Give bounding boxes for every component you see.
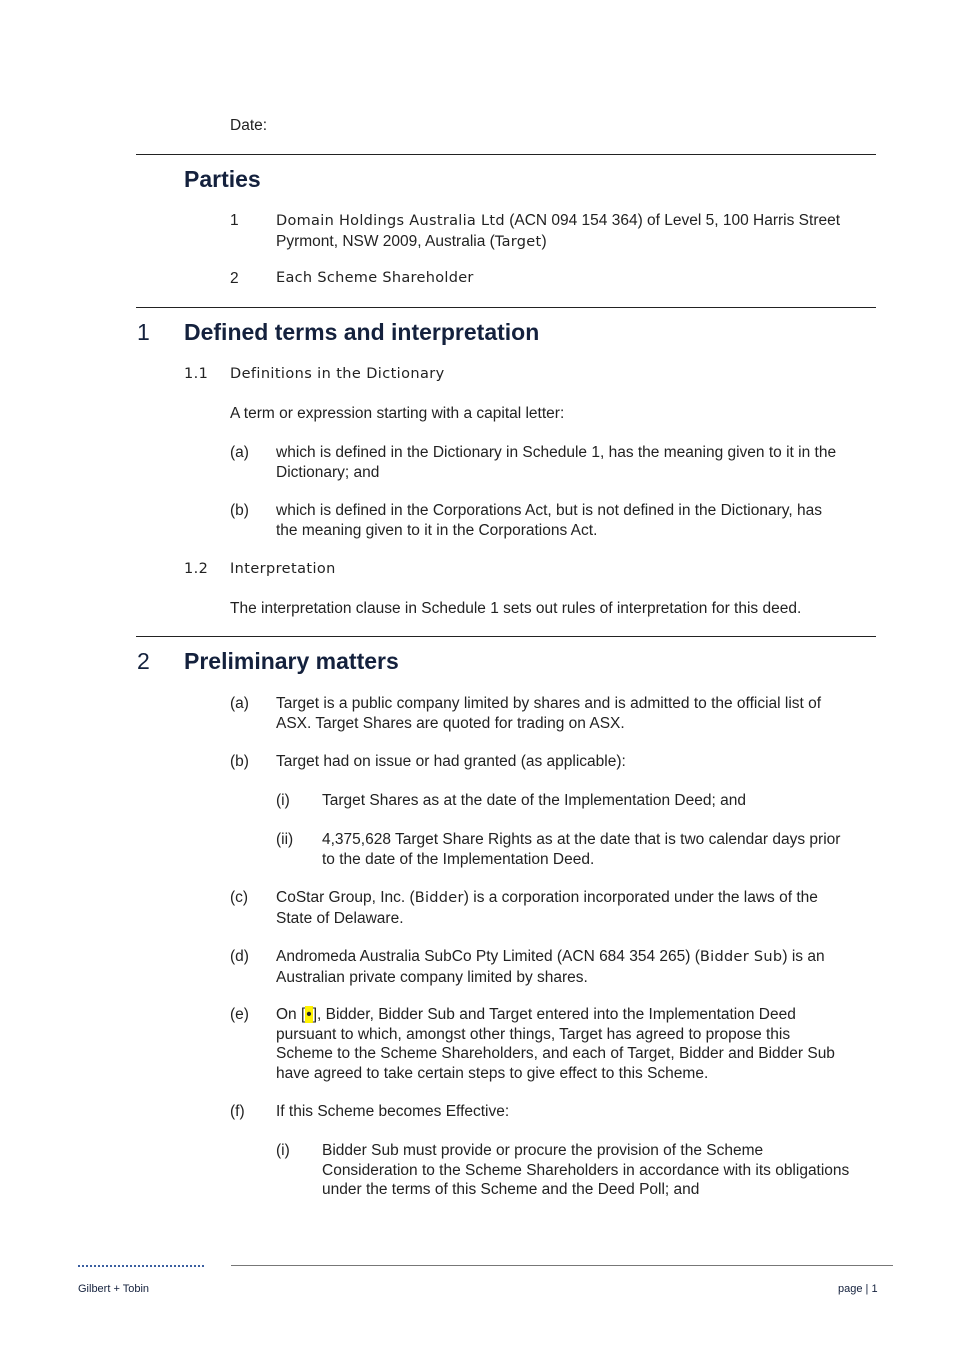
section-divider xyxy=(136,307,876,308)
clause-heading: Definitions in the Dictionary xyxy=(230,366,445,382)
recital-b-i: Target Shares as at the date of the Implementation Deed; and xyxy=(322,792,746,809)
footer-dotted-rule xyxy=(78,1265,204,1267)
item-label: (b) xyxy=(230,753,249,770)
definition-item: which is defined in the Dictionary in Schedule 1, has the meaning given to it in the Dictionary; and xyxy=(276,444,837,481)
item-label: (e) xyxy=(230,1006,249,1023)
defined-term: Bidder xyxy=(414,890,464,906)
footer-firm: Gilbert + Tobin xyxy=(78,1283,150,1295)
item-label: (d) xyxy=(230,948,249,965)
clause-number: 1.1 xyxy=(184,366,209,382)
recital-b-ii: 4,375,628 Target Share Rights as at the date that is two calendar days prior to the date of the Implementation Deed. xyxy=(322,831,841,868)
section-heading: Defined terms and interpretation xyxy=(184,319,540,345)
subitem-label: (i) xyxy=(276,792,290,809)
recital-f-i: Bidder Sub must provide or procure the provision of the Scheme Consideration to the Scheme Shareholders in accordance with its obligations under the terms of this Scheme and the Deed Poll; and xyxy=(322,1142,850,1198)
subitem-label: (i) xyxy=(276,1142,290,1159)
section-number: 2 xyxy=(137,648,150,674)
date-label: Date: xyxy=(230,117,268,134)
parties-heading: Parties xyxy=(184,166,261,192)
section-number: 1 xyxy=(137,319,150,345)
item-label: (a) xyxy=(230,695,249,712)
date-placeholder: • xyxy=(306,1006,312,1023)
defined-term: Bidder Sub xyxy=(699,949,783,965)
recital-e: On [•], Bidder, Bidder Sub and Target entered into the Implementation Deed pursuant to which, amongst other things, Target has agreed to propose this Scheme to the Scheme Shareholders, and each of Target, Bidder and Bidder Sub have agreed to take certain steps to give effect to this Scheme. xyxy=(276,1006,835,1082)
section-divider xyxy=(136,154,876,155)
recital-c: CoStar Group, Inc. (Bidder) is a corporation incorporated under the laws of the State of Delaware. xyxy=(276,889,818,927)
clause-number: 1.2 xyxy=(184,561,209,577)
recital-d: Andromeda Australia SubCo Pty Limited (ACN 684 354 265) (Bidder Sub) is an Australian private company limited by shares. xyxy=(276,948,825,986)
item-label: (b) xyxy=(230,502,249,519)
clause-text: The interpretation clause in Schedule 1 sets out rules of interpretation for this deed. xyxy=(230,600,802,617)
item-label: (f) xyxy=(230,1103,245,1120)
party-number: 2 xyxy=(230,270,239,287)
recital-f: If this Scheme becomes Effective: xyxy=(276,1103,510,1120)
item-label: (c) xyxy=(230,889,249,906)
party-name: Domain Holdings Australia Ltd xyxy=(276,213,505,229)
page-number: page | 1 xyxy=(838,1283,878,1295)
clause-heading: Interpretation xyxy=(230,561,336,577)
clause-intro: A term or expression starting with a capital letter: xyxy=(230,405,565,422)
recital-a: Target is a public company limited by shares and is admitted to the official list of ASX. Target Shares are quoted for trading on ASX. xyxy=(276,695,822,732)
footer-rule xyxy=(231,1265,893,1266)
subitem-label: (ii) xyxy=(276,831,294,848)
definition-item: which is defined in the Corporations Act, but is not defined in the Dictionary, has the meaning given to it in the Corporations Act. xyxy=(276,502,822,539)
recital-b: Target had on issue or had granted (as applicable): xyxy=(276,753,626,770)
party-2: Each Scheme Shareholder xyxy=(276,270,474,286)
defined-term: Target xyxy=(494,233,542,250)
party-1: Domain Holdings Australia Ltd (ACN 094 154 364) of Level 5, 100 Harris Street Pyrmont, NSW 2009, Australia (Target) xyxy=(276,212,841,250)
section-divider xyxy=(136,636,876,637)
section-heading: Preliminary matters xyxy=(184,648,399,674)
item-label: (a) xyxy=(230,444,249,461)
party-number: 1 xyxy=(230,212,239,229)
